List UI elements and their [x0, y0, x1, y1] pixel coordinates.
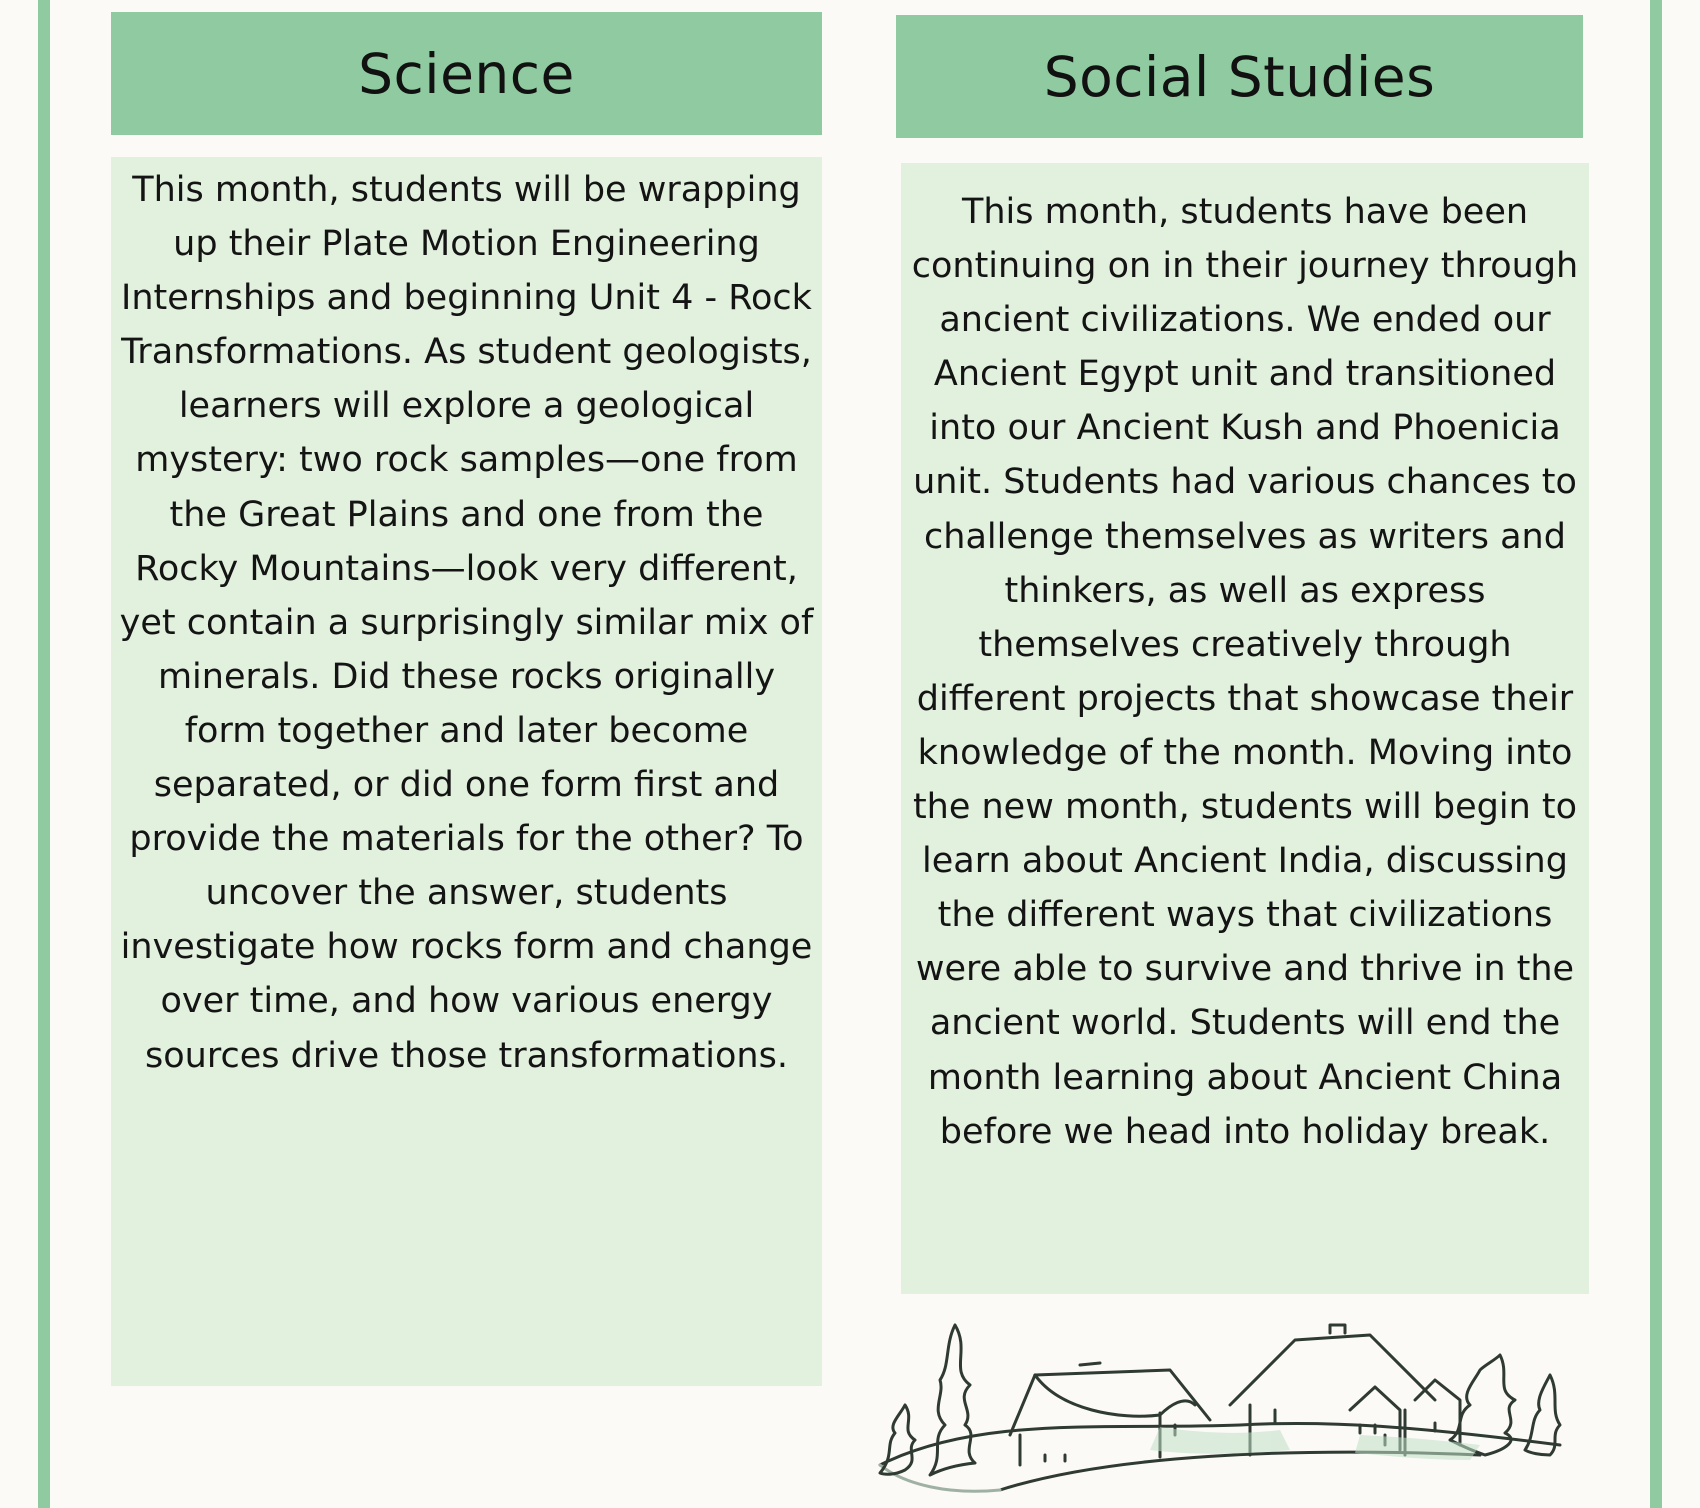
science-body [111, 157, 822, 1386]
pine-tree-left [930, 1325, 975, 1475]
social-studies-heading [896, 15, 1583, 138]
snow-ground [1000, 1452, 1480, 1490]
social-studies-body [901, 163, 1589, 1294]
house-left-roofline [1035, 1375, 1195, 1416]
pine-tree-small-left [880, 1405, 915, 1474]
science-heading-text: Science [358, 41, 575, 106]
page-border-left [38, 0, 50, 1508]
science-heading [111, 12, 822, 135]
social-studies-heading-text: Social Studies [1043, 44, 1436, 109]
house-left-wall [1020, 1413, 1160, 1465]
house-right-roof [1230, 1335, 1435, 1405]
house-right-chimney [1330, 1325, 1345, 1333]
house-left-chimney [1080, 1363, 1100, 1365]
page-border-right [1650, 0, 1662, 1508]
winter-village-illustration [860, 1315, 1580, 1508]
science-body-text: This month, students will be wrapping up their Plate Motion Engineering Internships and beginning Unit 4 - Rock Transformations. As student geologists, learners will explore a geological mystery: two rock samples—one from the Great Plains and one from the Rocky Mountains—look very different, yet contain a surprisingly similar mix of minerals. Did these rocks originally form together and later become separated, or did one form first and provide the materials for the other? To uncover the answer, students investigate how rocks form and change over time, and how various energy sources drive those transformations. [119, 170, 814, 1076]
social-studies-body-text: This month, students have been continuing on in their journey through ancient civilizations. We ended our Ancient Egypt unit and transitioned into our Ancient Kush and Phoenicia unit. Students had various chances to challenge themselves as writers and thinkers, as well as express themselves creatively through different projects that showcase their knowledge of the month. Moving into the new month, students will begin to learn about Ancient India, discussing the different ways that civilizations were able to survive and thrive in the ancient world. Students will end the month learning about Ancient China before we head into holiday break. [911, 192, 1579, 1152]
